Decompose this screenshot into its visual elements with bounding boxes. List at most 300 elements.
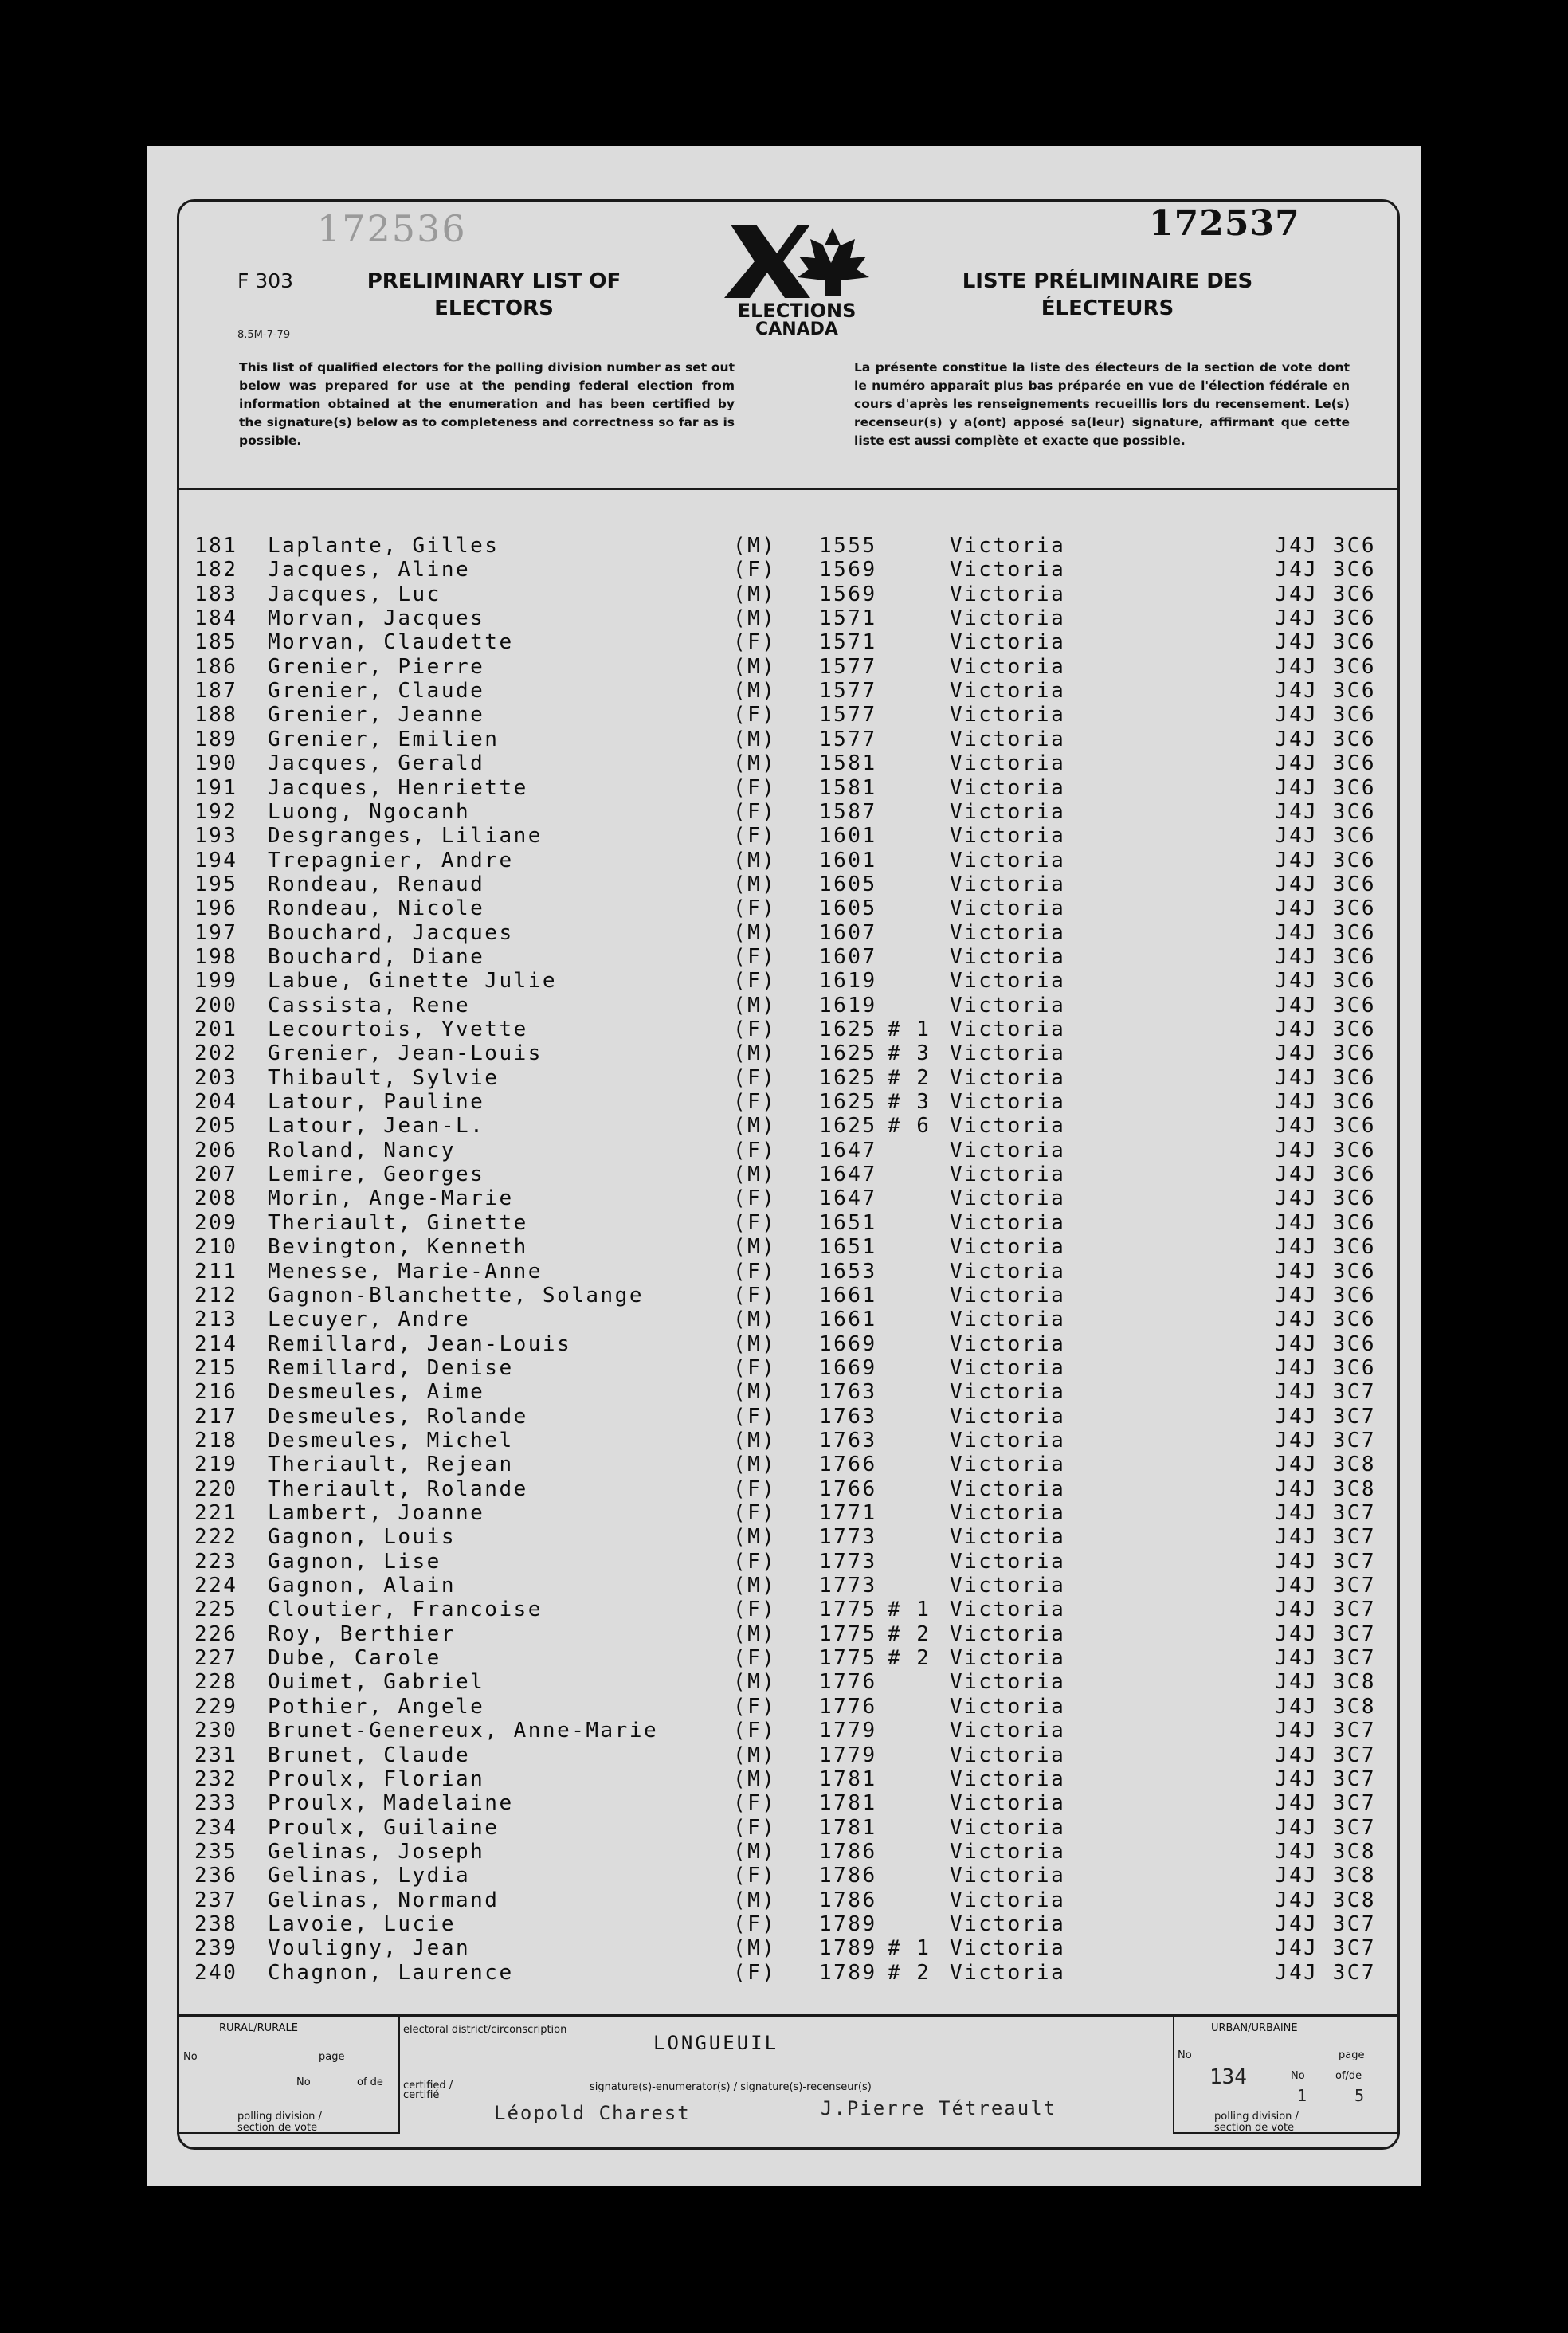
elector-num: 225 <box>194 1598 238 1622</box>
elector-civic: 1779 <box>819 1719 877 1743</box>
elector-street: Victoria <box>950 582 1066 606</box>
elector-civic: 1605 <box>819 872 877 896</box>
elector-postal: J4J 3C6 <box>1275 896 1377 921</box>
elector-postal: J4J 3C6 <box>1275 775 1377 800</box>
elector-sex: (F) <box>733 1864 777 1888</box>
elector-postal: J4J 3C6 <box>1275 969 1377 994</box>
elector-sex: (F) <box>733 1210 777 1235</box>
elector-sex: (M) <box>733 872 777 896</box>
elector-sex: (F) <box>733 1065 777 1090</box>
elector-civic: 1577 <box>819 679 877 704</box>
elector-apt: # 6 <box>888 1114 931 1139</box>
elector-sex: (F) <box>733 1719 777 1743</box>
elector-civic: 1577 <box>819 654 877 679</box>
elector-street: Victoria <box>950 1138 1066 1163</box>
elector-name: Luong, Ngocanh <box>268 799 471 824</box>
page-total: 5 <box>1354 2086 1365 2105</box>
elector-sex: (M) <box>733 1621 777 1646</box>
elector-name: Labue, Ginette Julie <box>268 969 558 994</box>
elector-postal: J4J 3C8 <box>1275 1476 1377 1501</box>
elector-name: Gagnon-Blanchette, Solange <box>268 1283 644 1308</box>
elector-civic: 1789 <box>819 1936 877 1961</box>
elector-postal: J4J 3C7 <box>1275 1501 1377 1525</box>
rural-no-label: No <box>183 2051 198 2063</box>
elector-street: Victoria <box>950 969 1066 994</box>
stamp-number: 172536 <box>317 207 467 250</box>
elector-civic: 1569 <box>819 582 877 606</box>
elector-street: Victoria <box>950 534 1066 558</box>
elector-street: Victoria <box>950 848 1066 872</box>
elector-num: 233 <box>194 1791 238 1816</box>
elector-postal: J4J 3C7 <box>1275 1574 1377 1598</box>
elector-sex: (M) <box>733 727 777 751</box>
elector-street: Victoria <box>950 1259 1066 1284</box>
elector-civic: 1647 <box>819 1138 877 1163</box>
elector-num: 220 <box>194 1476 238 1501</box>
certified-label: certified / certifié <box>403 2080 453 2101</box>
elector-num: 213 <box>194 1308 238 1332</box>
elector-sex: (F) <box>733 944 777 969</box>
rural-polling-label: polling division / section de vote <box>237 2111 322 2134</box>
header-divider <box>177 488 1400 490</box>
elector-postal: J4J 3C6 <box>1275 703 1377 727</box>
elector-sex: (M) <box>733 1114 777 1139</box>
elector-name: Grenier, Pierre <box>268 654 485 679</box>
elector-civic: 1786 <box>819 1888 877 1912</box>
elector-sex: (M) <box>733 1936 777 1961</box>
elector-num: 222 <box>194 1525 238 1550</box>
elector-name: Laplante, Gilles <box>268 534 500 558</box>
elector-postal: J4J 3C7 <box>1275 1549 1377 1574</box>
elector-civic: 1763 <box>819 1380 877 1405</box>
elector-postal: J4J 3C8 <box>1275 1694 1377 1719</box>
elector-street: Victoria <box>950 630 1066 655</box>
elector-street: Victoria <box>950 1525 1066 1550</box>
elector-street: Victoria <box>950 1621 1066 1646</box>
elector-civic: 1619 <box>819 969 877 994</box>
elector-street: Victoria <box>950 920 1066 945</box>
elector-name: Remillard, Denise <box>268 1355 514 1380</box>
elector-name: Theriault, Rejean <box>268 1453 514 1477</box>
elector-civic: 1601 <box>819 824 877 849</box>
elector-street: Victoria <box>950 1936 1066 1961</box>
elector-postal: J4J 3C6 <box>1275 679 1377 704</box>
elector-sex: (F) <box>733 1960 777 1985</box>
elector-civic: 1773 <box>819 1525 877 1550</box>
elector-civic: 1555 <box>819 534 877 558</box>
elector-street: Victoria <box>950 679 1066 704</box>
signature-label: signature(s)-enumerator(s) / signature(s)-recenseur(s) <box>590 2081 872 2093</box>
elector-sex: (F) <box>733 1815 777 1840</box>
elector-name: Brunet-Genereux, Anne-Marie <box>268 1719 659 1743</box>
elector-sex: (F) <box>733 630 777 655</box>
elector-num: 207 <box>194 1163 238 1187</box>
elector-postal: J4J 3C6 <box>1275 1186 1377 1211</box>
elector-postal: J4J 3C7 <box>1275 1598 1377 1622</box>
elector-apt: # 1 <box>888 1018 931 1041</box>
elector-civic: 1786 <box>819 1864 877 1888</box>
elector-postal: J4J 3C6 <box>1275 1090 1377 1115</box>
elector-sex: (F) <box>733 1911 777 1936</box>
elector-num: 229 <box>194 1694 238 1719</box>
elector-civic: 1605 <box>819 896 877 921</box>
elector-name: Theriault, Rolande <box>268 1476 528 1501</box>
elector-name: Remillard, Jean-Louis <box>268 1331 572 1356</box>
elector-street: Victoria <box>950 1331 1066 1356</box>
elector-name: Chagnon, Laurence <box>268 1960 514 1985</box>
elector-sex: (F) <box>733 969 777 994</box>
elector-num: 212 <box>194 1283 238 1308</box>
elector-street: Victoria <box>950 1694 1066 1719</box>
elector-num: 217 <box>194 1404 238 1429</box>
elector-sex: (M) <box>733 1041 777 1066</box>
elector-sex: (F) <box>733 1138 777 1163</box>
elector-postal: J4J 3C7 <box>1275 1766 1377 1791</box>
elector-sex: (M) <box>733 1574 777 1598</box>
elector-postal: J4J 3C6 <box>1275 1210 1377 1235</box>
elector-postal: J4J 3C6 <box>1275 1163 1377 1187</box>
elector-name: Desmeules, Aime <box>268 1380 485 1405</box>
elector-num: 197 <box>194 920 238 945</box>
elector-sex: (F) <box>733 1694 777 1719</box>
elector-postal: J4J 3C6 <box>1275 1259 1377 1284</box>
elections-canada-logo <box>721 222 872 337</box>
elector-sex: (M) <box>733 1308 777 1332</box>
elector-postal: J4J 3C6 <box>1275 1355 1377 1380</box>
elector-postal: J4J 3C6 <box>1275 727 1377 751</box>
elector-name: Ouimet, Gabriel <box>268 1670 485 1695</box>
elector-sex: (F) <box>733 896 777 921</box>
elector-street: Victoria <box>950 1090 1066 1115</box>
elector-postal: J4J 3C7 <box>1275 1815 1377 1840</box>
elector-num: 193 <box>194 824 238 849</box>
elector-postal: J4J 3C7 <box>1275 1719 1377 1743</box>
elector-civic: 1781 <box>819 1791 877 1816</box>
elector-postal: J4J 3C7 <box>1275 1911 1377 1936</box>
elector-postal: J4J 3C7 <box>1275 1428 1377 1453</box>
elector-sex: (F) <box>733 799 777 824</box>
elector-postal: J4J 3C6 <box>1275 1235 1377 1260</box>
elector-civic: 1661 <box>819 1283 877 1308</box>
elector-name: Cassista, Rene <box>268 993 471 1018</box>
elector-street: Victoria <box>950 751 1066 776</box>
elector-civic: 1661 <box>819 1308 877 1332</box>
elector-num: 191 <box>194 775 238 800</box>
elector-num: 214 <box>194 1331 238 1356</box>
elector-street: Victoria <box>950 824 1066 849</box>
elector-civic: 1577 <box>819 727 877 751</box>
elector-name: Morvan, Jacques <box>268 606 485 631</box>
elector-civic: 1571 <box>819 606 877 631</box>
elector-postal: J4J 3C6 <box>1275 1114 1377 1139</box>
elector-num: 208 <box>194 1186 238 1211</box>
elector-street: Victoria <box>950 1574 1066 1598</box>
elector-civic: 1789 <box>819 1911 877 1936</box>
elector-sex: (M) <box>733 848 777 872</box>
elector-num: 210 <box>194 1235 238 1260</box>
elector-name: Menesse, Marie-Anne <box>268 1259 543 1284</box>
elector-num: 205 <box>194 1114 238 1139</box>
elector-name: Rondeau, Renaud <box>268 872 485 896</box>
elector-postal: J4J 3C7 <box>1275 1960 1377 1985</box>
elector-apt: # 1 <box>888 1936 931 1961</box>
elector-postal: J4J 3C6 <box>1275 872 1377 896</box>
elector-sex: (M) <box>733 993 777 1018</box>
elector-civic: 1789 <box>819 1960 877 1985</box>
elector-street: Victoria <box>950 1355 1066 1380</box>
elector-sex: (M) <box>733 1380 777 1405</box>
elector-apt: # 2 <box>888 1960 931 1985</box>
elector-street: Victoria <box>950 1864 1066 1888</box>
elector-name: Vouligny, Jean <box>268 1936 471 1961</box>
elector-sex: (F) <box>733 1186 777 1211</box>
elector-street: Victoria <box>950 872 1066 896</box>
elector-street: Victoria <box>950 1888 1066 1912</box>
elector-sex: (M) <box>733 1839 777 1864</box>
elector-street: Victoria <box>950 1815 1066 1840</box>
elector-num: 228 <box>194 1670 238 1695</box>
elector-street: Victoria <box>950 1766 1066 1791</box>
elector-apt: # 2 <box>888 1646 931 1671</box>
elector-street: Victoria <box>950 1549 1066 1574</box>
elector-name: Gagnon, Louis <box>268 1525 456 1550</box>
elector-sex: (M) <box>733 582 777 606</box>
elector-civic: 1775 <box>819 1646 877 1671</box>
elector-street: Victoria <box>950 944 1066 969</box>
elector-num: 239 <box>194 1936 238 1961</box>
elector-civic: 1577 <box>819 703 877 727</box>
elector-name: Proulx, Madelaine <box>268 1791 514 1816</box>
elector-num: 196 <box>194 896 238 921</box>
elector-num: 221 <box>194 1501 238 1525</box>
elector-postal: J4J 3C6 <box>1275 944 1377 969</box>
elector-num: 181 <box>194 534 238 558</box>
elector-name: Grenier, Emilien <box>268 727 500 751</box>
rural-label: RURAL/RURALE <box>219 2022 298 2034</box>
elector-postal: J4J 3C7 <box>1275 1525 1377 1550</box>
elector-street: Victoria <box>950 558 1066 582</box>
elector-street: Victoria <box>950 1428 1066 1453</box>
rural-of-de-label: of de <box>357 2076 383 2088</box>
elector-postal: J4J 3C6 <box>1275 654 1377 679</box>
elector-postal: J4J 3C6 <box>1275 1018 1377 1041</box>
elector-num: 190 <box>194 751 238 776</box>
elector-sex: (F) <box>733 1598 777 1622</box>
elector-postal: J4J 3C7 <box>1275 1404 1377 1429</box>
elector-num: 223 <box>194 1549 238 1574</box>
elector-street: Victoria <box>950 799 1066 824</box>
elector-civic: 1651 <box>819 1235 877 1260</box>
elector-name: Thibault, Sylvie <box>268 1065 500 1090</box>
elector-civic: 1773 <box>819 1549 877 1574</box>
elector-civic: 1571 <box>819 630 877 655</box>
elector-num: 226 <box>194 1621 238 1646</box>
elector-postal: J4J 3C6 <box>1275 848 1377 872</box>
elector-civic: 1786 <box>819 1839 877 1864</box>
elector-street: Victoria <box>950 703 1066 727</box>
elector-num: 185 <box>194 630 238 655</box>
elector-sex: (F) <box>733 1549 777 1574</box>
elector-name: Gagnon, Alain <box>268 1574 456 1598</box>
elector-street: Victoria <box>950 896 1066 921</box>
elector-postal: J4J 3C7 <box>1275 1380 1377 1405</box>
elector-civic: 1771 <box>819 1501 877 1525</box>
elector-name: Latour, Jean-L. <box>268 1114 485 1139</box>
district-label: electoral district/circonscription <box>403 2024 567 2036</box>
elector-postal: J4J 3C7 <box>1275 1791 1377 1816</box>
elector-street: Victoria <box>950 727 1066 751</box>
elector-postal: J4J 3C7 <box>1275 1621 1377 1646</box>
elector-street: Victoria <box>950 606 1066 631</box>
elector-num: 230 <box>194 1719 238 1743</box>
elector-civic: 1669 <box>819 1331 877 1356</box>
elector-sex: (M) <box>733 679 777 704</box>
elector-street: Victoria <box>950 1018 1066 1041</box>
elector-street: Victoria <box>950 1453 1066 1477</box>
elector-sex: (M) <box>733 1163 777 1187</box>
elector-name: Trepagnier, Andre <box>268 848 514 872</box>
elector-name: Jacques, Gerald <box>268 751 485 776</box>
elector-name: Latour, Pauline <box>268 1090 485 1115</box>
elector-num: 206 <box>194 1138 238 1163</box>
elector-apt: # 3 <box>888 1090 931 1115</box>
page-number: 1 <box>1297 2086 1307 2105</box>
elector-street: Victoria <box>950 1186 1066 1211</box>
elector-name: Grenier, Jean-Louis <box>268 1041 543 1066</box>
elector-num: 183 <box>194 582 238 606</box>
elector-num: 200 <box>194 993 238 1018</box>
elector-sex: (M) <box>733 1888 777 1912</box>
rural-no-small-label: No <box>296 2076 311 2088</box>
elector-street: Victoria <box>950 1210 1066 1235</box>
elector-apt: # 1 <box>888 1598 931 1622</box>
elector-num: 231 <box>194 1743 238 1767</box>
elector-name: Morin, Ange-Marie <box>268 1186 514 1211</box>
elector-sex: (M) <box>733 1743 777 1767</box>
elector-civic: 1781 <box>819 1766 877 1791</box>
urban-of-de-label: of/de <box>1335 2070 1362 2082</box>
elector-civic: 1625 <box>819 1114 877 1139</box>
enumerator-signature-1: Léopold Charest <box>494 2102 691 2124</box>
elector-street: Victoria <box>950 1911 1066 1936</box>
elector-apt: # 3 <box>888 1041 931 1066</box>
elector-civic: 1775 <box>819 1621 877 1646</box>
elector-street: Victoria <box>950 1646 1066 1671</box>
elector-civic: 1776 <box>819 1694 877 1719</box>
elector-num: 236 <box>194 1864 238 1888</box>
elector-street: Victoria <box>950 1114 1066 1139</box>
elector-street: Victoria <box>950 1743 1066 1767</box>
elector-street: Victoria <box>950 1041 1066 1066</box>
elector-name: Theriault, Ginette <box>268 1210 528 1235</box>
intro-paragraph-french: La présente constitue la liste des électeurs de la section de vote dont le numéro apparaît plus bas préparée en vue de l'élection fédérale en cours d'après les renseignements recueillis lors du recensement. Le(s) recenseur(s) y a(ont) apposé sa(leur) signature, affirmant que cette liste est aussi complète et exacte que possible. <box>854 360 1350 448</box>
elector-sex: (F) <box>733 1501 777 1525</box>
elector-num: 187 <box>194 679 238 704</box>
elector-postal: J4J 3C8 <box>1275 1453 1377 1477</box>
elector-num: 211 <box>194 1259 238 1284</box>
elector-street: Victoria <box>950 993 1066 1018</box>
elector-civic: 1581 <box>819 751 877 776</box>
district-value: LONGUEUIL <box>653 2032 779 2054</box>
elector-sex: (M) <box>733 654 777 679</box>
svg-text:ELECTIONS: ELECTIONS <box>737 300 857 322</box>
elector-sex: (F) <box>733 1259 777 1284</box>
elector-name: Jacques, Henriette <box>268 775 528 800</box>
elector-num: 216 <box>194 1380 238 1405</box>
elector-civic: 1773 <box>819 1574 877 1598</box>
elector-postal: J4J 3C6 <box>1275 1041 1377 1066</box>
elector-sex: (M) <box>733 751 777 776</box>
elector-num: 195 <box>194 872 238 896</box>
elector-postal: J4J 3C7 <box>1275 1646 1377 1671</box>
elector-postal: J4J 3C8 <box>1275 1839 1377 1864</box>
elector-sex: (M) <box>733 920 777 945</box>
title-french: LISTE PRÉLIMINAIRE DES ÉLECTEURS <box>962 269 1253 320</box>
elector-civic: 1776 <box>819 1670 877 1695</box>
elector-civic: 1763 <box>819 1404 877 1429</box>
elector-name: Lecourtois, Yvette <box>268 1018 528 1041</box>
elector-civic: 1779 <box>819 1743 877 1767</box>
elector-num: 203 <box>194 1065 238 1090</box>
elector-name: Bouchard, Diane <box>268 944 485 969</box>
elector-civic: 1601 <box>819 848 877 872</box>
elector-sex: (M) <box>733 1670 777 1695</box>
elector-sex: (M) <box>733 534 777 558</box>
elector-sex: (M) <box>733 1766 777 1791</box>
elector-civic: 1587 <box>819 799 877 824</box>
elector-name: Gelinas, Lydia <box>268 1864 471 1888</box>
elector-name: Gelinas, Joseph <box>268 1839 485 1864</box>
elector-street: Victoria <box>950 1670 1066 1695</box>
elector-name: Grenier, Claude <box>268 679 485 704</box>
serial-number: 172537 <box>1149 203 1300 244</box>
elector-num: 240 <box>194 1960 238 1985</box>
elector-num: 186 <box>194 654 238 679</box>
elector-name: Gelinas, Normand <box>268 1888 500 1912</box>
elector-civic: 1625 <box>819 1065 877 1090</box>
elector-civic: 1569 <box>819 558 877 582</box>
elector-street: Victoria <box>950 1283 1066 1308</box>
elector-sex: (F) <box>733 1283 777 1308</box>
elector-civic: 1647 <box>819 1163 877 1187</box>
elector-civic: 1581 <box>819 775 877 800</box>
elector-civic: 1625 <box>819 1090 877 1115</box>
elector-civic: 1625 <box>819 1018 877 1041</box>
elector-num: 189 <box>194 727 238 751</box>
form-number: F 303 <box>237 269 294 292</box>
urban-page-label: page <box>1339 2049 1365 2061</box>
elector-street: Victoria <box>950 654 1066 679</box>
elector-civic: 1647 <box>819 1186 877 1211</box>
elector-civic: 1619 <box>819 993 877 1018</box>
elector-name: Dube, Carole <box>268 1646 441 1671</box>
elector-name: Gagnon, Lise <box>268 1549 441 1574</box>
elector-postal: J4J 3C7 <box>1275 1743 1377 1767</box>
elector-num: 218 <box>194 1428 238 1453</box>
polling-division-number: 134 <box>1209 2065 1247 2089</box>
svg-text:CANADA: CANADA <box>755 320 838 337</box>
elector-postal: J4J 3C6 <box>1275 582 1377 606</box>
elector-civic: 1651 <box>819 1210 877 1235</box>
elector-name: Jacques, Aline <box>268 558 471 582</box>
enumerator-signature-2: J.Pierre Tétreault <box>821 2097 1057 2119</box>
elector-name: Bevington, Kenneth <box>268 1235 528 1260</box>
elector-num: 204 <box>194 1090 238 1115</box>
elector-street: Victoria <box>950 1380 1066 1405</box>
elector-postal: J4J 3C6 <box>1275 1138 1377 1163</box>
elector-postal: J4J 3C6 <box>1275 558 1377 582</box>
elector-num: 224 <box>194 1574 238 1598</box>
